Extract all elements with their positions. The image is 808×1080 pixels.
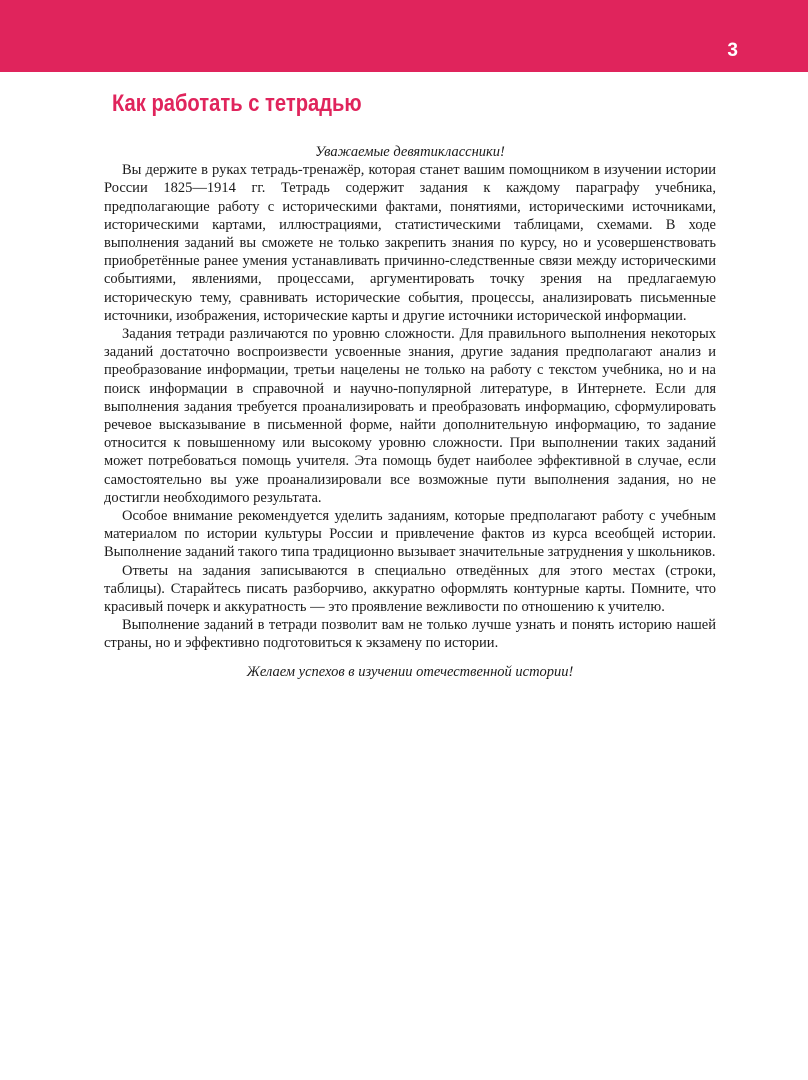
intro-text <box>104 143 716 681</box>
paragraph: Задания тетради различаются по уровню сложности. Для правильного выполнения некоторых заданий достаточно воспроизвести усвоенные знания, другие задания предполагают анализ и преобразование информации, третьи нацелены не только на работу с текстом учебника, но и на поиск информации в справочной и научно-популярной литературе, в Интернете. Если для выполнения задания требуется проанализировать и преобразовать информацию, сформулировать речевое высказывание в письменной форме, найти дополнительную информацию, то задание относится к повышенному или высокому уровню сложности. При выполнении таких заданий может потребоваться помощь учителя. Эта помощь будет наиболее эффективной в случае, если самостоятельно вы уже проанализировали все возможные пути выполнения задания, но не достигли необходимого результата. <box>104 326 716 506</box>
paragraph: Особое внимание рекомендуется уделить заданиям, которые предполагают работу с учебным материалом по истории культуры России и привлечение фактов из курса всеобщей истории. Выполнение заданий такого типа традиционно вызывает значительные затруднения у школьников. <box>104 508 716 561</box>
section-title: Как работать с тетрадью <box>112 90 362 117</box>
header-band <box>0 0 808 72</box>
closing-wish: Желаем успехов в изучении отечественной истории! <box>246 663 574 680</box>
greeting: Уважаемые девятиклассники! <box>315 144 505 160</box>
paragraph: Вы держите в руках тетрадь-тренажёр, которая станет вашим помощником в изучении истории России 1825—1914 гг. Тетрадь содержит задания к каждому параграфу учебника, предполагающие работу с историческими фактами, понятиями, историческими источниками, историческими картами, иллюстрациями, статистическими таблицами, схемами. В ходе выполнения заданий вы сможете не только закрепить знания по курсу, но и усовершенствовать приобретённые ранее умения устанавливать причинно-следственные связи между историческими событиями, явлениями, процессами, аргументировать точку зрения на предлагаемую историческую тему, сравнивать исторические события, процессы, анализировать письменные источники, изображения, исторические карты и другие источники исторической информации. <box>104 162 716 324</box>
paragraph: Выполнение заданий в тетради позволит вам не только лучше узнать и понять историю нашей страны, но и эффективно подготовиться к экзамену по истории. <box>104 617 716 652</box>
paragraph: Ответы на задания записываются в специально отведённых для этого местах (строки, таблицы). Старайтесь писать разборчиво, аккуратно оформлять контурные карты. Помните, что красивый почерк и аккуратность — это проявление вежливости по отношению к учителю. <box>104 562 716 616</box>
page-number: 3 <box>727 40 738 61</box>
